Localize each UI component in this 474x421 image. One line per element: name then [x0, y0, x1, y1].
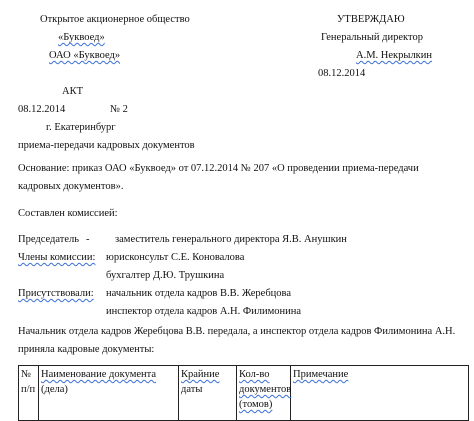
- header-cell-doc-name: [39, 366, 179, 421]
- doc-type: АКТ: [62, 86, 83, 97]
- header-count-line-2: документов: [239, 384, 292, 395]
- general-director-title: Генеральный директор: [321, 32, 423, 43]
- present-2: инспектор отдела кадров А.Н. Филимонина: [106, 306, 302, 317]
- header-count-line-1: Кол-во: [239, 369, 270, 380]
- header-number-line-2: п/п: [21, 384, 36, 395]
- header-doc-name-line-2: (дела): [41, 384, 68, 395]
- body-line-1: Начальник отдела кадров Жеребцова В.В. передала, а инспектор отдела кадров Филимонина А.Н.: [18, 326, 456, 337]
- present-1: начальник отдела кадров В.В. Жеребцова: [106, 288, 292, 299]
- header-doc-name-line-1: Наименование документа: [41, 369, 156, 380]
- chair-label: Председатель: [18, 234, 80, 245]
- header-dates-line-2: даты: [181, 384, 203, 395]
- member-1: юрисконсульт С.Е. Коновалова: [106, 252, 245, 263]
- header-number-line-1: №: [21, 369, 32, 380]
- doc-date: 08.12.2014: [18, 104, 66, 115]
- doc-subject: приема-передачи кадровых документов: [18, 140, 195, 151]
- header-note-line-1: Примечание: [293, 369, 349, 380]
- chair-value: заместитель генерального директора Я.В. Анушкин: [115, 234, 347, 245]
- chair-dash: -: [86, 234, 90, 245]
- org-short-name: ОАО «Буквоед»: [49, 50, 121, 61]
- member-2: бухгалтер Д.Ю. Трушкина: [106, 270, 225, 281]
- basis-line-1: Основание: приказ ОАО «Буквоед» от 07.12.2014 № 207 «О проведении приема-передачи: [18, 163, 419, 174]
- org-name: «Буквоед»: [58, 32, 105, 43]
- members-label: [18, 252, 95, 264]
- approve-stamp: УТВЕРЖДАЮ: [337, 14, 405, 25]
- header-count-line-3: (томов): [239, 399, 273, 410]
- general-director-name: А.М. Некрылкин: [356, 50, 433, 61]
- doc-city: г. Екатеринбург: [46, 122, 116, 133]
- members-label-text: Члены комиссии:: [18, 252, 96, 263]
- present-label-text: Присутствовали:: [18, 288, 94, 299]
- basis-line-2: кадровых документов».: [18, 181, 124, 192]
- header-dates-line-1: Крайние: [181, 369, 220, 380]
- doc-number: № 2: [110, 104, 128, 115]
- header-cell-note: [291, 366, 469, 421]
- body-line-2: приняла кадровые документы:: [18, 344, 155, 355]
- header-cell-count: [237, 366, 291, 421]
- header-cell-dates: [179, 366, 237, 421]
- commission-heading: Составлен комиссией:: [18, 208, 118, 219]
- org-type: Открытое акционерное общество: [40, 14, 190, 25]
- documents-table: [18, 365, 469, 421]
- header-cell-number: [19, 366, 39, 421]
- table-header-row: [19, 366, 469, 421]
- approve-date: 08.12.2014: [318, 68, 366, 79]
- present-label: [18, 288, 94, 300]
